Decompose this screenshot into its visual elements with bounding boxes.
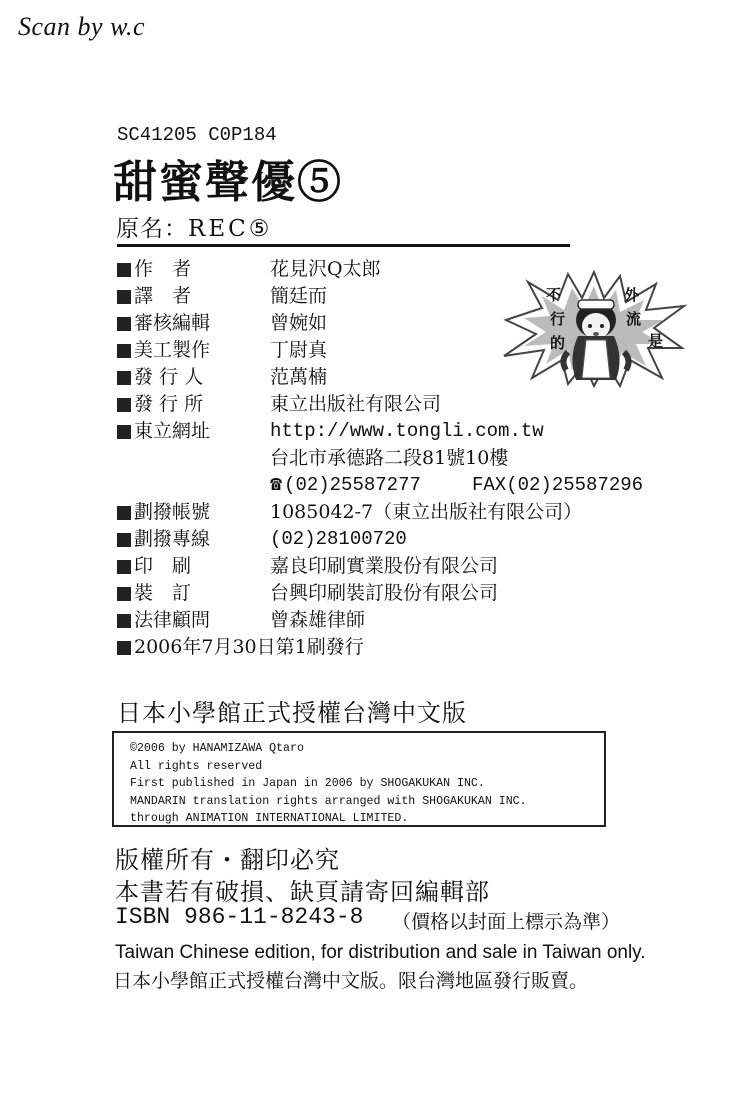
phone-row xyxy=(117,472,657,499)
bullet-square-icon xyxy=(117,263,131,277)
phone-number: (02)25587277 xyxy=(284,474,421,496)
spiky-burst-illustration xyxy=(498,270,688,388)
copyright-line: ©2006 by HANAMIZAWA Qtaro xyxy=(130,742,304,755)
credit-value: 台興印刷裝訂股份有限公司 xyxy=(270,582,499,604)
bullet-square-icon xyxy=(117,614,131,628)
illustration-text-6: 是 xyxy=(648,332,664,350)
bullet-square-icon xyxy=(117,560,131,574)
price-note: （價格以封面上標示為準） xyxy=(392,911,621,933)
credit-row-binding xyxy=(117,580,657,607)
credit-value: 花見沢Q太郎 xyxy=(270,258,381,280)
copyright-line: All rights reserved xyxy=(130,759,263,773)
credit-label: 劃撥專線 xyxy=(134,528,211,550)
original-name-value: REC⑤ xyxy=(188,216,273,242)
credit-label: 劃撥帳號 xyxy=(134,501,211,523)
print-date-row xyxy=(117,634,657,661)
title-rule xyxy=(117,244,570,247)
credit-row-publishing-house xyxy=(117,391,657,418)
copyright-line: through ANIMATION INTERNATIONAL LIMITED. xyxy=(130,812,409,825)
catalog-code: SC41205 C0P184 xyxy=(117,124,277,146)
credit-value: (02)28100720 xyxy=(270,528,407,550)
isbn: ISBN 986-11-8243-8 xyxy=(115,904,364,930)
illustration-text-5: 流 xyxy=(626,310,642,328)
chinese-distribution-note: 日本小學館正式授權台灣中文版。限台灣地區發行販賣。 xyxy=(113,970,589,992)
credit-row-website xyxy=(117,418,657,445)
address-row xyxy=(117,445,657,472)
credit-value: 1085042-7（東立出版社有限公司） xyxy=(270,501,583,523)
credit-value: 簡廷而 xyxy=(270,285,328,307)
credit-value: 曾森雄律師 xyxy=(270,609,366,631)
credit-row-hotline xyxy=(117,526,657,553)
bullet-square-icon xyxy=(117,371,131,385)
illustration-text-4: 外 xyxy=(624,286,640,304)
credit-value: 嘉良印刷實業股份有限公司 xyxy=(270,555,499,577)
telephone-icon: ☎ xyxy=(270,474,283,497)
print-date: 2006年7月30日第1刷發行 xyxy=(134,636,364,658)
illustration-text-1: 不 xyxy=(546,286,562,304)
credit-label: 作 者 xyxy=(134,258,192,280)
credit-label: 美工製作 xyxy=(134,339,211,361)
copyright-line: MANDARIN translation rights arranged with SHOGAKUKAN INC. xyxy=(130,794,527,808)
illustration-text-3: 的 xyxy=(550,334,566,352)
credit-label: 東立網址 xyxy=(134,420,211,442)
maid-character-illustration xyxy=(498,270,688,388)
damage-notice: 本書若有破損、缺頁請寄回編輯部 xyxy=(115,878,490,906)
bullet-square-icon xyxy=(117,290,131,304)
illustration-text-2: 行 xyxy=(550,310,566,328)
credit-value: 曾婉如 xyxy=(270,312,328,334)
credit-row-legal xyxy=(117,607,657,634)
bullet-square-icon xyxy=(117,506,131,520)
credit-label: 印 刷 xyxy=(134,555,192,577)
fax-number: FAX(02)25587296 xyxy=(472,474,644,496)
website-url: http://www.tongli.com.tw xyxy=(270,420,544,442)
credit-label: 法律顧問 xyxy=(134,609,211,631)
original-name xyxy=(116,210,272,243)
english-distribution-note: Taiwan Chinese edition, for distribution and sale in Taiwan only. xyxy=(115,942,646,963)
credit-value: 范萬楠 xyxy=(270,366,328,388)
credit-value: 丁尉真 xyxy=(270,339,328,361)
original-name-label: 原名： xyxy=(116,216,188,242)
credit-label: 審核編輯 xyxy=(134,312,211,334)
bullet-square-icon xyxy=(117,398,131,412)
bullet-square-icon xyxy=(117,533,131,547)
credit-value: 東立出版社有限公司 xyxy=(270,393,442,415)
credit-label: 發 行 人 xyxy=(134,366,204,388)
authorization-line: 日本小學館正式授權台灣中文版 xyxy=(117,699,467,727)
bullet-square-icon xyxy=(117,344,131,358)
bullet-square-icon xyxy=(117,641,131,655)
credit-label: 發 行 所 xyxy=(134,393,204,415)
bullet-square-icon xyxy=(117,587,131,601)
bullet-square-icon xyxy=(117,317,131,331)
rights-line: 版權所有・翻印必究 xyxy=(115,846,340,874)
scan-credit: Scan by w.c xyxy=(18,12,146,41)
credit-label: 裝 訂 xyxy=(134,582,192,604)
credit-label: 譯 者 xyxy=(134,285,192,307)
address: 台北市承德路二段81號10樓 xyxy=(270,447,509,469)
credit-row-account xyxy=(117,499,657,526)
copyright-line: First published in Japan in 2006 by SHOGAKUKAN INC. xyxy=(130,777,485,790)
book-title: 甜蜜聲優⑤ xyxy=(113,157,343,208)
phone xyxy=(270,472,421,499)
copyright-box xyxy=(112,731,606,827)
credit-row-printing xyxy=(117,553,657,580)
bullet-square-icon xyxy=(117,425,131,439)
